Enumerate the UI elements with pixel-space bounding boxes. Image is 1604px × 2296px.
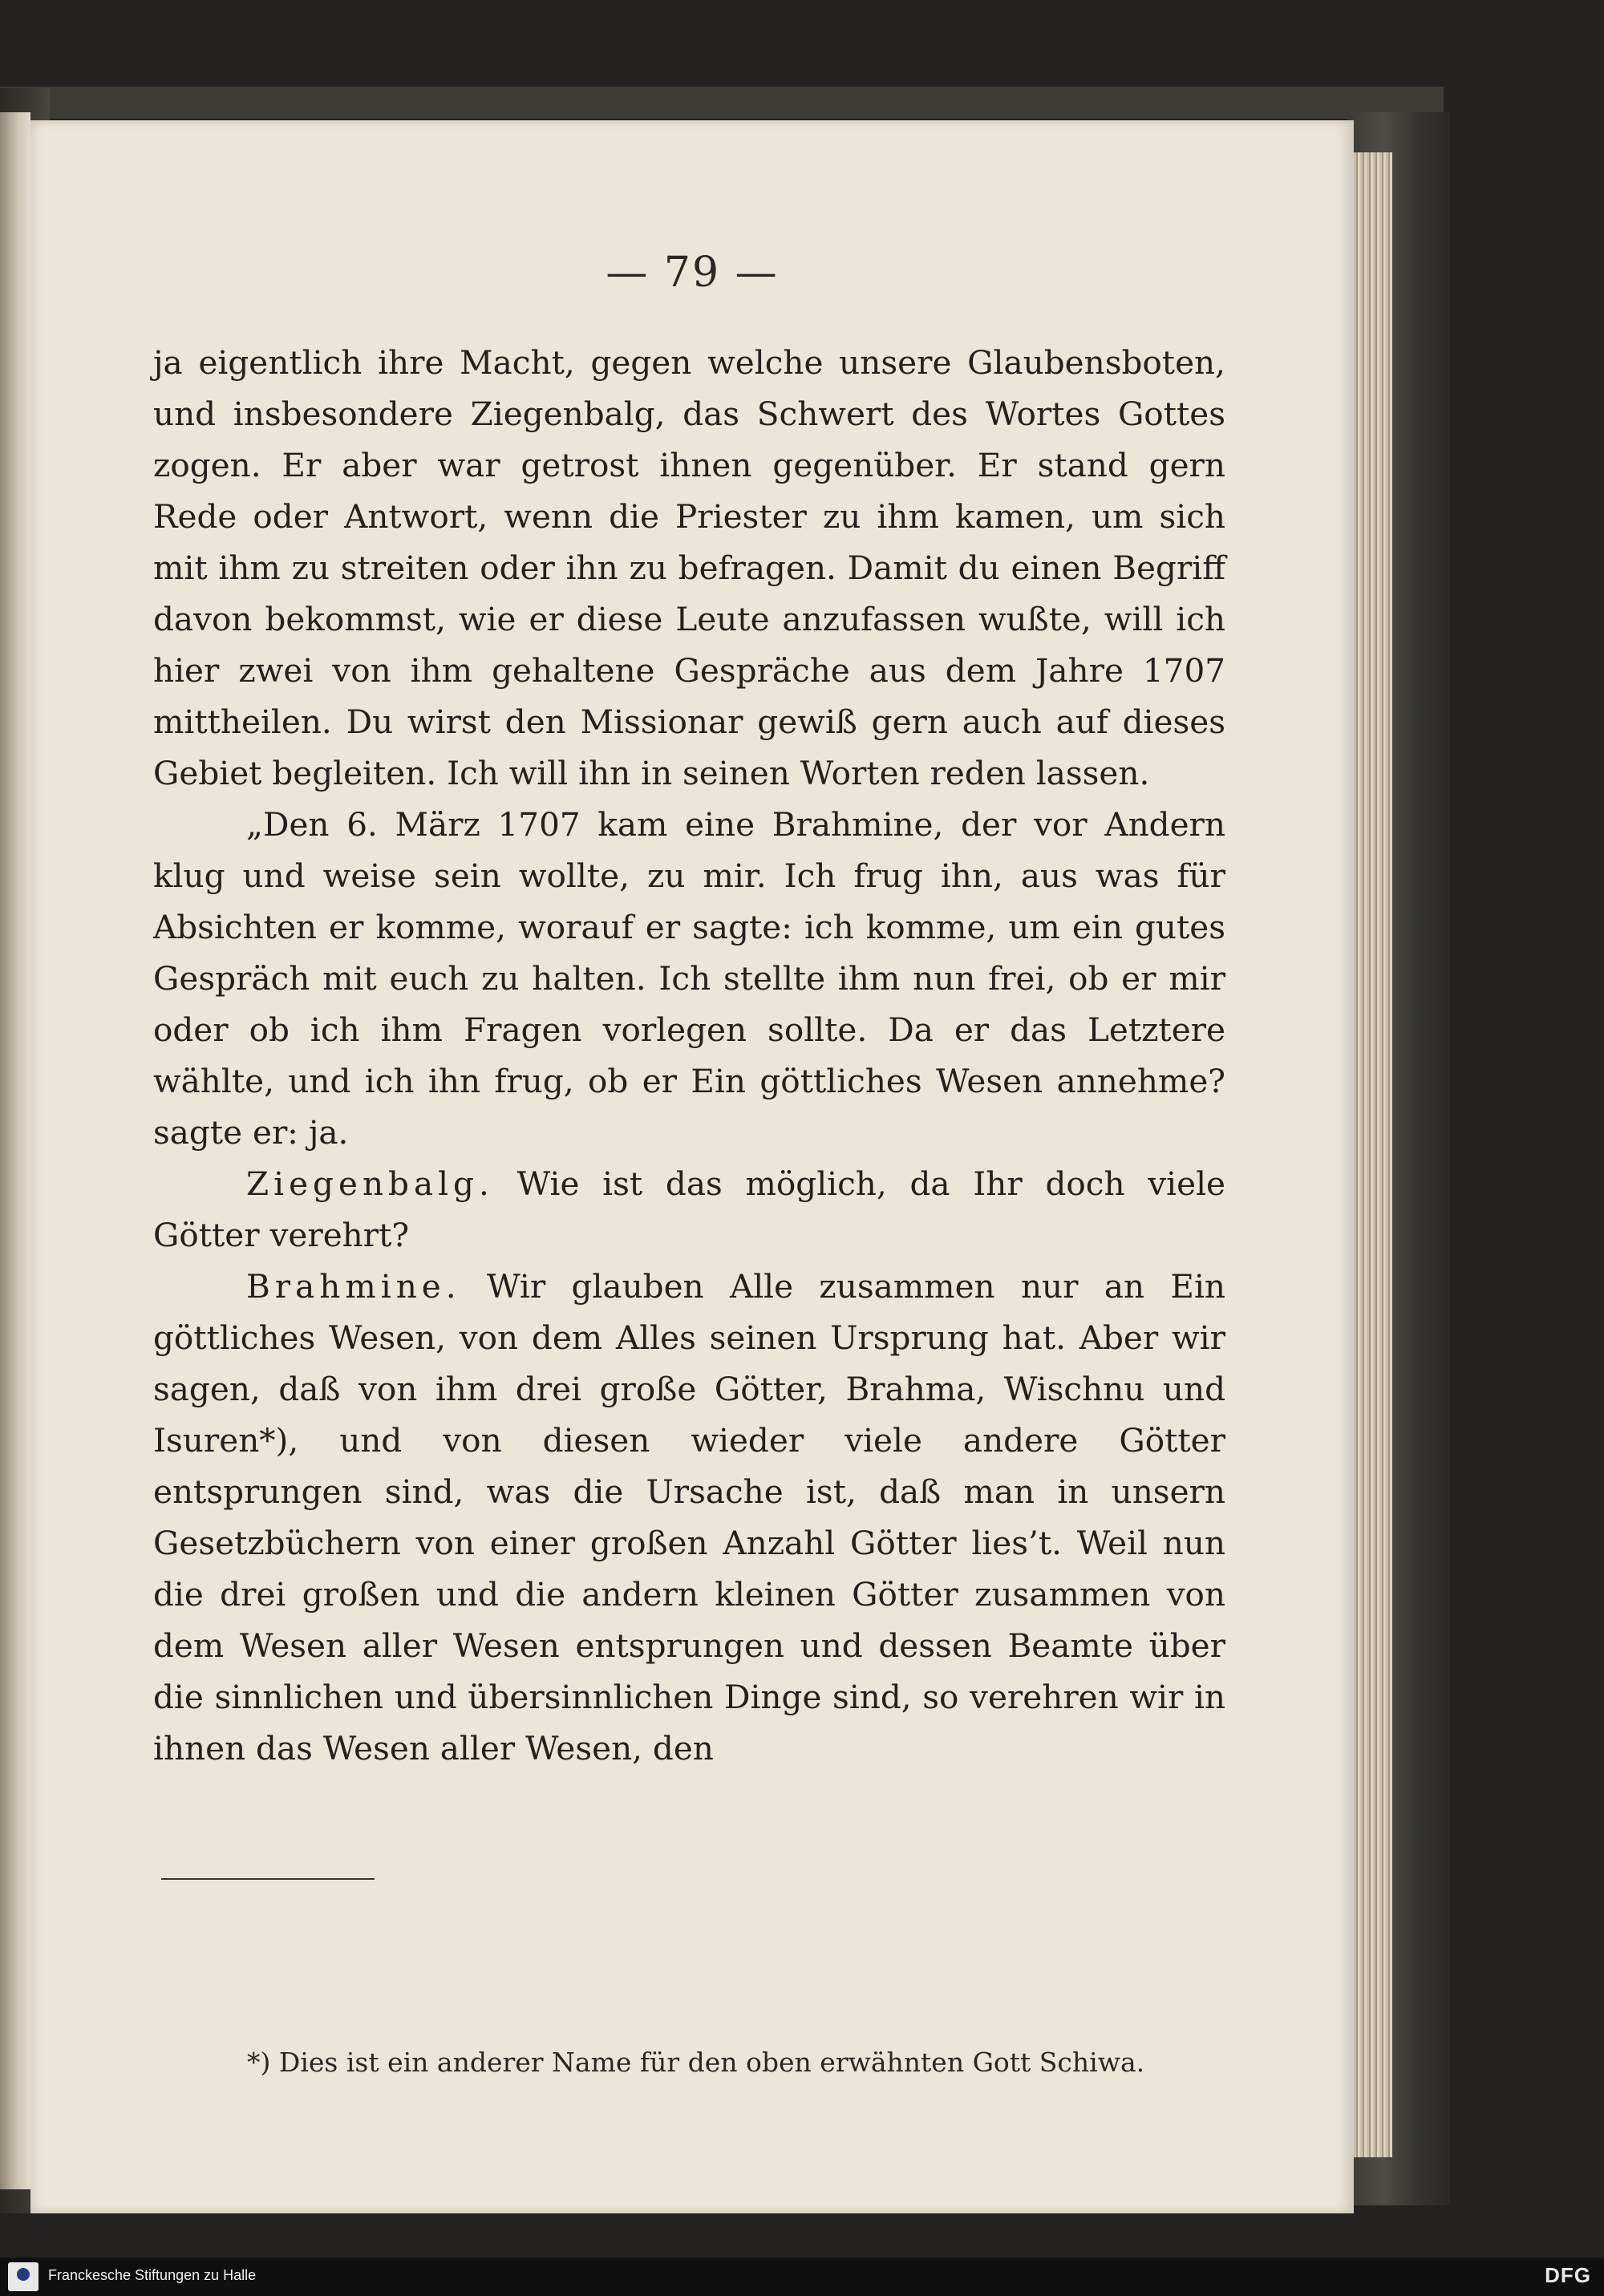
- body-text: [153, 337, 1225, 1774]
- paragraph-2: „Den 6. März 1707 kam eine Brahmine, der vor Andern klug und weise sein wollte, zu mir. Ich frug ihn, aus was für Absichten er komme, worauf er sagte: ich komme, um ein gutes Gespräch mit euch zu halten. Ich stellte ihm nun frei, ob er mir oder ob ich ihm Fragen vorlegen sollte. Da er das Letztere wählte, und ich ihn frug, ob er Ein göttliches Wesen annehme? sagte er: ja.: [153, 805, 1225, 1152]
- paragraph-3: [153, 1158, 1225, 1261]
- institution-logo-icon: [8, 2262, 38, 2291]
- page-stack-edge: [1347, 152, 1392, 2157]
- footnote-rule: [161, 1878, 375, 1880]
- dfg-logo: DFG: [1545, 2263, 1591, 2287]
- footnote: *) Dies ist ein anderer Name für den oben erwähnten Gott Schiwa.: [247, 2047, 1145, 2078]
- paragraph-4: [153, 1261, 1225, 1774]
- book-page: [30, 120, 1354, 2213]
- dialogue-text: Wie ist das möglich, da Ihr doch viele Götter verehrt?: [153, 1164, 1225, 1254]
- speaker-name: Ziegenbalg.: [246, 1164, 494, 1203]
- speaker-name: Brahmine.: [246, 1267, 461, 1306]
- left-page-edge: [0, 112, 30, 2189]
- paragraph-1: ja eigentlich ihre Macht, gegen welche unsere Glaubensboten, und insbesondere Ziegenbalg, das Schwert des Wortes Gottes zogen. Er aber war getrost ihnen gegenüber. Er stand gern Rede oder Antwort, wenn die Priester zu ihm kamen, um sich mit ihm zu streiten oder ihn zu befragen. Damit du einen Begriff davon bekommst, wie er diese Leute anzufassen wußte, will ich hier zwei von ihm gehaltene Gespräche aus dem Jahre 1707 mittheilen. Du wirst den Missionar gewiß gern auch auf dieses Gebiet begleiten. Ich will ihn in seinen Worten reden lassen.: [153, 343, 1225, 792]
- book-cover-top: [0, 87, 1444, 119]
- page-number: — 79 —: [606, 249, 779, 297]
- dialogue-text: Wir glauben Alle zusammen nur an Ein göttliches Wesen, von dem Alles seinen Ursprung hat. Aber wir sagen, daß von ihm drei große Götter, Brahma, Wischnu und Isuren*), und von diesen wieder viele andere Götter entsprungen sind, was die Ursache ist, daß man in unsern Gesetzbüchern von einer großen Anzahl Götter lies’t. Weil nun die drei großen und die andern kleinen Götter zusammen von dem Wesen aller Wesen entsprungen und dessen Beamte über die sinnlichen und übersinnlichen Dinge sind, so verehren wir in ihnen das Wesen aller Wesen, den: [153, 1267, 1225, 1768]
- footer-bar: [0, 2258, 1604, 2296]
- institution-name: Franckesche Stiftungen zu Halle: [48, 2267, 257, 2283]
